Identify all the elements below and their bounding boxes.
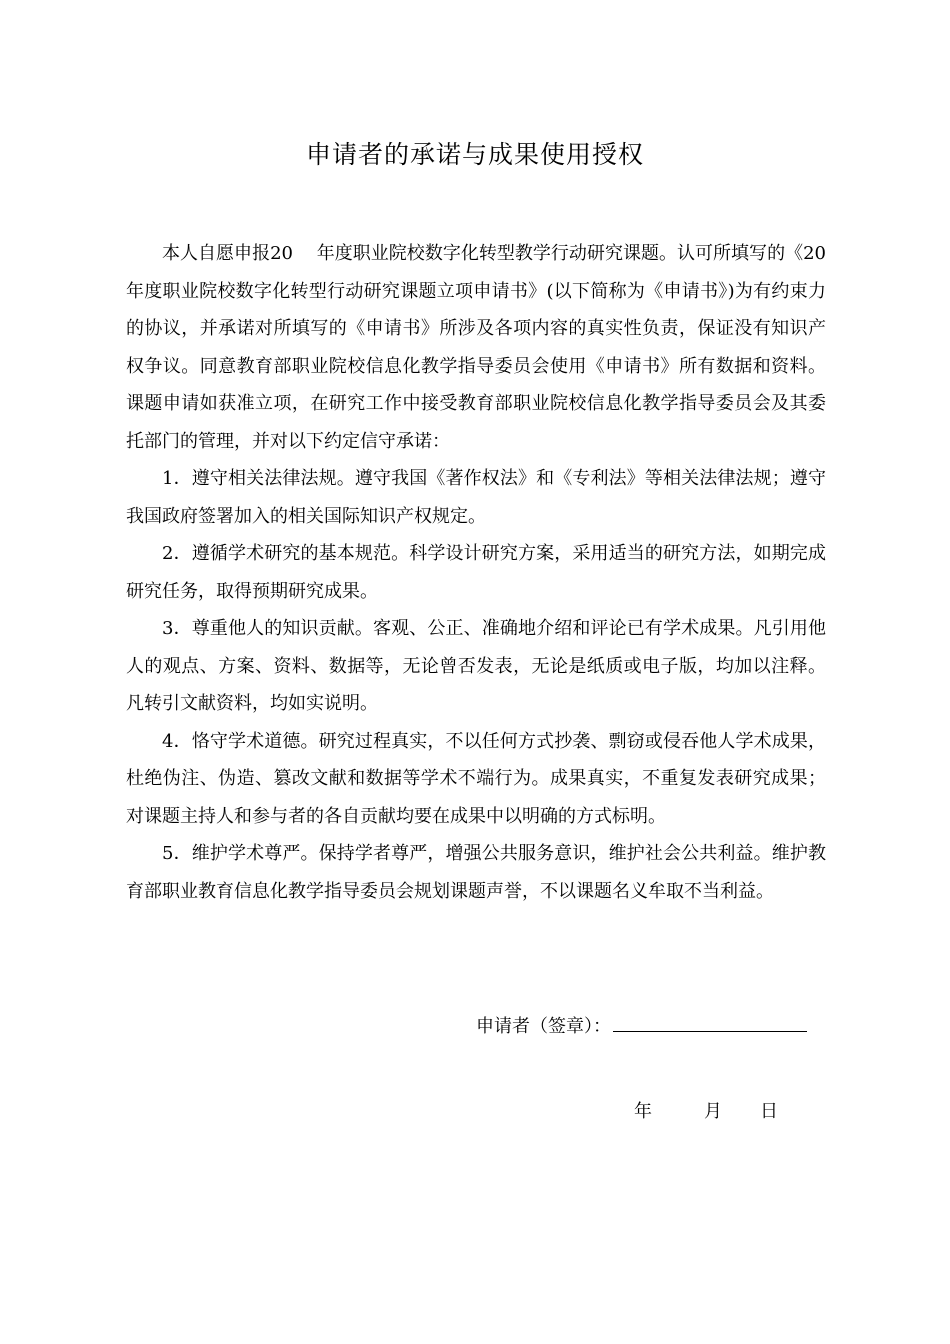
commitment-item-3: 3．尊重他人的知识贡献。客观、公正、准确地介绍和评论已有学术成果。凡引用他人的观点、方案、资料、数据等，无论曾否发表，无论是纸质或电子版，均加以注释。凡转引文献资料，均如实说明。 xyxy=(126,618,826,714)
commitment-item-4: 4．恪守学术道德。研究过程真实，不以任何方式抄袭、剽窃或侵吞他人学术成果，杜绝伪注、伪造、篡改文献和数据等学术不端行为。成果真实，不重复发表研究成果；对课题主持人和参与者的各自贡献均要在成果中以明确的方式标明。 xyxy=(126,730,826,827)
page-title: 申请者的承诺与成果使用授权 xyxy=(305,140,644,169)
commitment-item-5: 5．维护学术尊严。保持学者尊严，增强公共服务意识，维护社会公共利益。维护教育部职业教育信息化教学指导委员会规划课题声誉，不以课题名义牟取不当利益。 xyxy=(126,843,826,902)
commitment-item-1: 1．遵守相关法律法规。遵守我国《著作权法》和《专利法》等相关法律法规；遵守我国政府签署加入的相关国际知识产权规定。 xyxy=(126,468,826,527)
date-year-label: 年 xyxy=(634,1101,652,1122)
date-day-label: 日 xyxy=(760,1101,778,1122)
date-row xyxy=(634,1098,778,1126)
date-month-label: 月 xyxy=(704,1101,722,1122)
commitment-item-2: 2．遵循学术研究的基本规范。科学设计研究方案，采用适当的研究方法，如期完成研究任务，取得预期研究成果。 xyxy=(126,543,826,602)
intro-paragraph: 本人自愿申报20 年度职业院校数字化转型教学行动研究课题。认可所填写的《20 年度职业院校数字化转型行动研究课题立项申请书》(以下简称为《申请书》)为有约束力的协议，并承诺对所填写的《申请书》所涉及各项内容的真实性负责，保证没有知识产权争议。同意教育部职业院校信息化教学指导委员会使用《申请书》所有数据和资料。课题申请如获准立项，在研究工作中接受教育部职业院校信息化教学指导委员会及其委托部门的管理，并对以下约定信守承诺： xyxy=(126,243,844,452)
signature-row xyxy=(476,1012,807,1041)
signature-label: 申请者（签章）： xyxy=(476,1016,611,1037)
signature-line xyxy=(613,1012,807,1032)
commitment-text xyxy=(126,235,844,910)
